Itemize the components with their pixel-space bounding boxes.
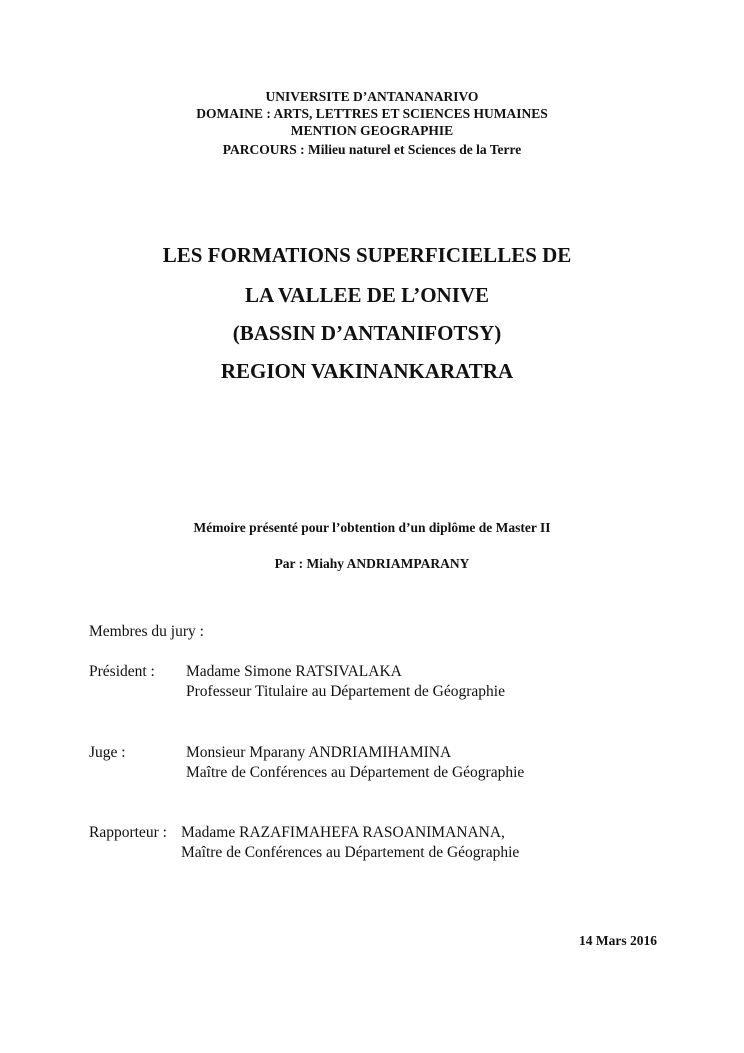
president-role: Président : <box>89 663 155 680</box>
president-title: Professeur Titulaire au Département de Géographie <box>186 683 505 700</box>
university-name: UNIVERSITE D’ANTANANARIVO <box>265 89 479 104</box>
defense-date: 14 Mars 2016 <box>579 933 657 948</box>
parcours-line: PARCOURS : Milieu naturel et Sciences de la Terre <box>222 142 522 157</box>
rapporteur-role: Rapporteur : <box>89 824 167 841</box>
president-name: Madame Simone RATSIVALAKA <box>186 663 402 680</box>
juge-name: Monsieur Mparany ANDRIAMIHAMINA <box>186 744 452 761</box>
jury-heading: Membres du jury : <box>89 623 204 640</box>
title-line-4: REGION VAKINANKARATRA <box>220 359 514 383</box>
juge-role: Juge : <box>89 744 126 761</box>
rapporteur-name: Madame RAZAFIMAHEFA RASOANIMANANA, <box>181 824 505 841</box>
domain-line: DOMAINE : ARTS, LETTRES ET SCIENCES HUMAINES <box>196 106 548 121</box>
memoire-purpose: Mémoire présenté pour l’obtention d’un diplôme de Master II <box>193 520 551 535</box>
title-line-3: (BASSIN D’ANTANIFOTSY) <box>232 321 502 345</box>
memoire-author: Par : Miahy ANDRIAMPARANY <box>274 556 470 571</box>
juge-title: Maître de Conférences au Département de Géographie <box>186 764 525 781</box>
rapporteur-title: Maître de Conférences au Département de Géographie <box>181 844 520 861</box>
mention-line: MENTION GEOGRAPHIE <box>290 123 454 138</box>
title-line-1: LES FORMATIONS SUPERFICIELLES DE <box>162 243 572 267</box>
title-line-2: LA VALLEE DE L’ONIVE <box>244 283 490 307</box>
